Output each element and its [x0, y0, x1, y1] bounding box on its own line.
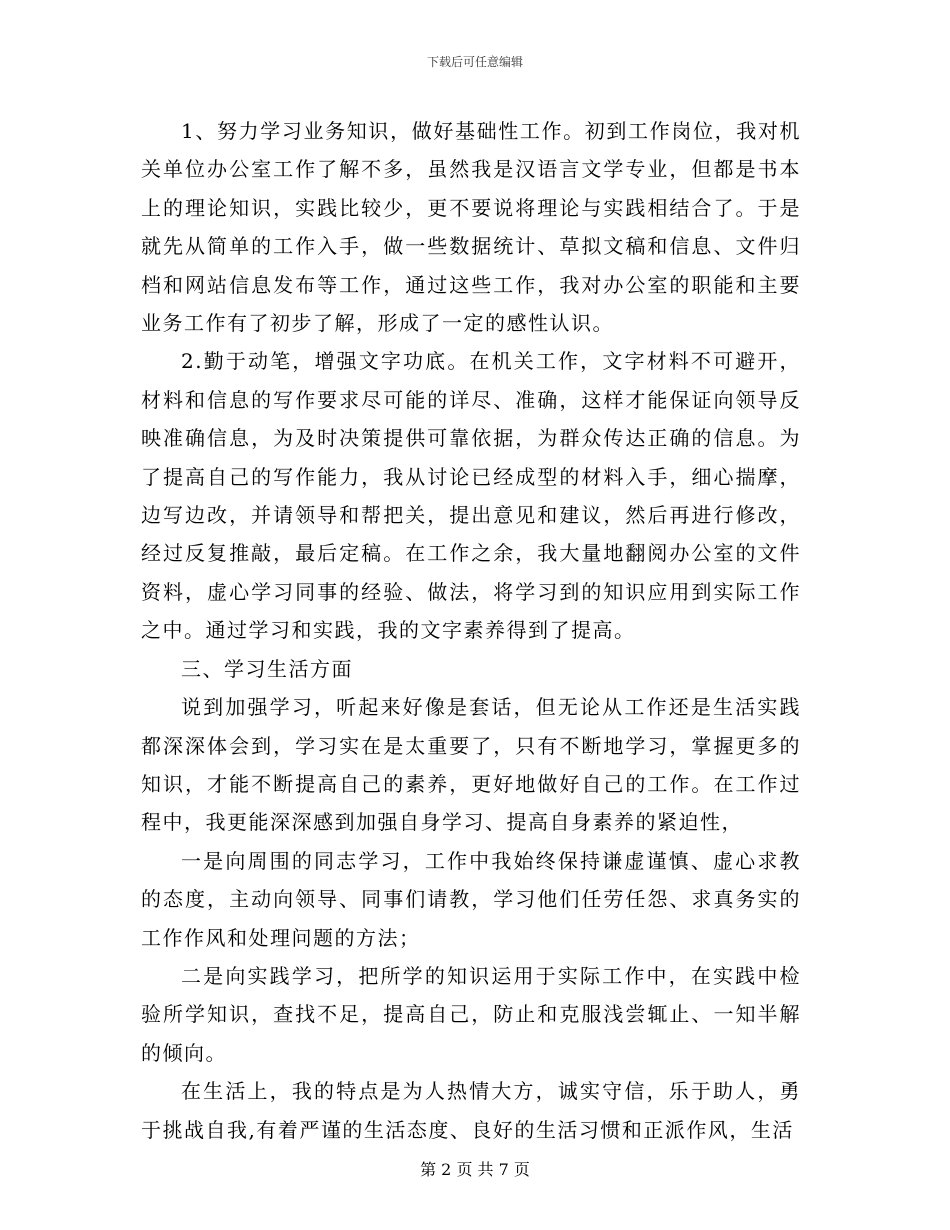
paragraph-strengthen-study: 说到加强学习，听起来好像是套话，但无论从工作还是生活实践都深深体会到，学习实在是太重要了，只有不断地学习，掌握更多的知识，才能不断提高自己的素养，更好地做好自己的工作。在工作过程中，我更能深深感到加强自身学习、提高自身素养的紧迫性，	[141, 695, 801, 835]
paragraph-learn-from-practice: 二是向实践学习，把所学的知识运用于实际工作中，在实践中检验所学知识，查找不足，提高自己，防止和克服浅尝辄止、一知半解的倾向。	[141, 963, 801, 1065]
paragraph-writing-skills: 2.勤于动笔，增强文字功底。在机关工作，文字材料不可避开，材料和信息的写作要求尽可能的详尽、准确，这样才能保证向领导反映准确信息，为及时决策提供可靠依据，为群众传达正确的信息。为了提高自己的写作能力，我从讨论已经成型的材料入手，细心揣摩，边写边改，并请领导和帮把关，提出意见和建议，然后再进行修改，经过反复推敲，最后定稿。在工作之余，我大量地翻阅办公室的文件资料，虚心学习同事的经验、做法，将学习到的知识应用到实际工作之中。通过学习和实践，我的文字素养得到了提高。	[141, 349, 801, 643]
section-heading-study-life: 三、学习生活方面	[181, 656, 353, 681]
paragraph-study-business: 1、努力学习业务知识，做好基础性工作。初到工作岗位，我对机关单位办公室工作了解不多，虽然我是汉语言文学专业，但都是书本上的理论知识，实践比较少，更不要说将理论与实践相结合了。于是就先从简单的工作入手，做一些数据统计、草拟文稿和信息、文件归档和网站信息发布等工作，通过这些工作，我对办公室的职能和主要业务工作有了初步了解，形成了一定的感性认识。	[141, 119, 801, 336]
paragraph-life-character: 在生活上，我的特点是为人热情大方，诚实守信，乐于助人，勇于挑战自我,有着严谨的生活态度、良好的生活习惯和正派作风，生活	[141, 1079, 801, 1142]
page-header: 下载后可任意编辑	[426, 55, 523, 69]
document-body	[141, 112, 801, 1149]
paragraph-learn-from-colleagues: 一是向周围的同志学习，工作中我始终保持谦虚谨慎、虚心求教的态度，主动向领导、同事们请教，学习他们任劳任怨、求真务实的工作作风和处理问题的方法；	[141, 848, 801, 950]
page-number-footer: 第 2 页 共 7 页	[420, 1160, 530, 1179]
